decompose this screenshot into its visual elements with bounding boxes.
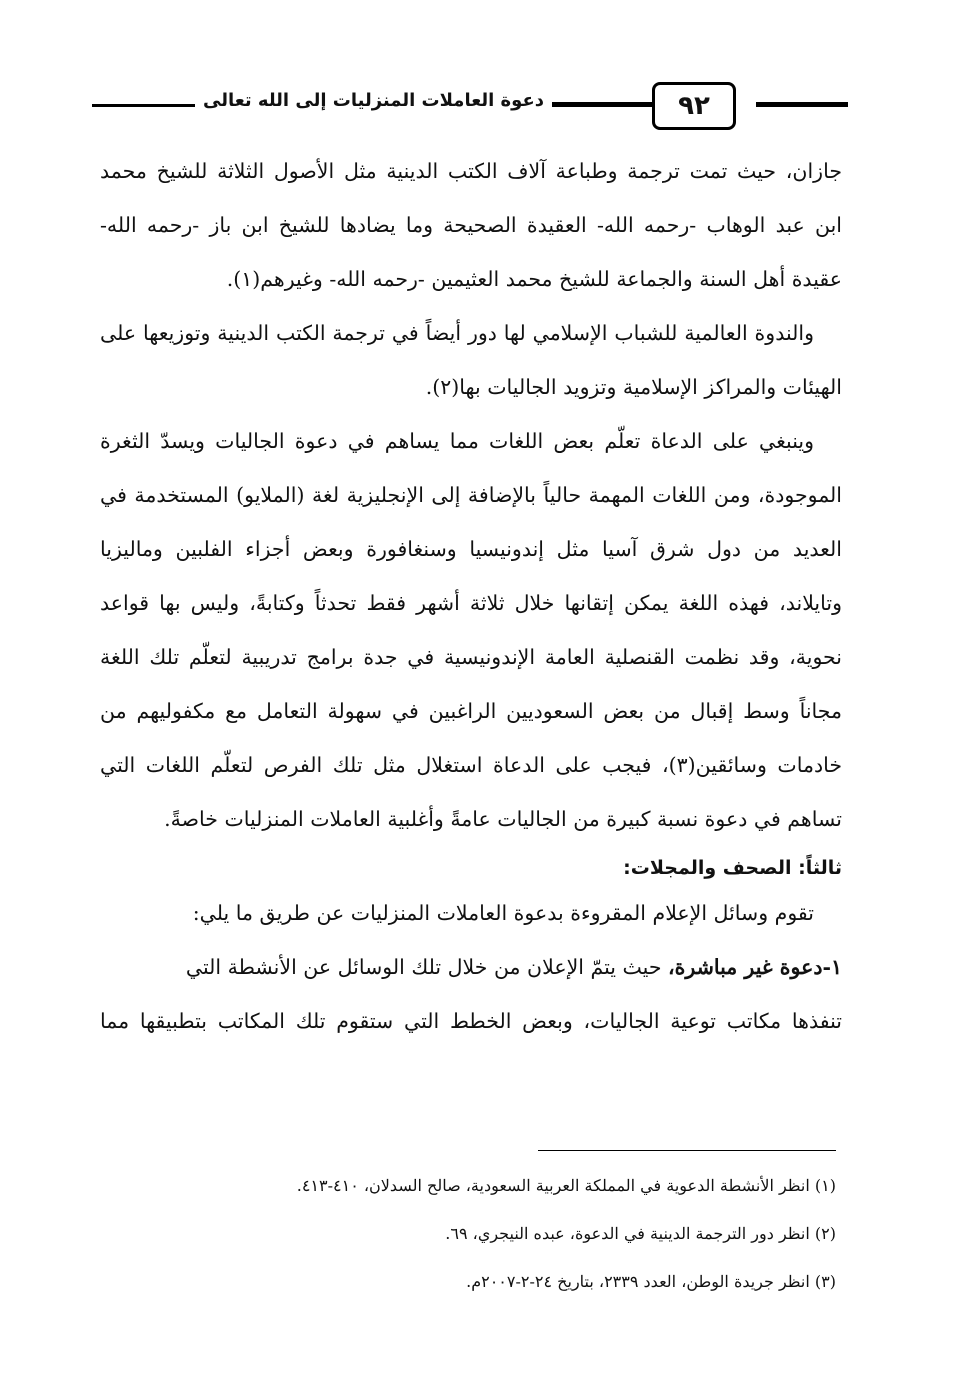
text-line: العديد من دول شرق آسيا مثل إندونيسيا وسنغافورة وبعض أجزاء الفلبين وماليزيا xyxy=(100,537,842,561)
text-line: الموجودة، ومن اللغات المهمة حالياً بالإضافة إلى الإنجليزية لغة (الملايو) المستخدمة في xyxy=(100,483,842,507)
text-line: نحوية، وقد نظمت القنصلية العامة الإندونيسية في جدة برامج تدريبية لتعلّم تلك اللغة xyxy=(100,645,842,669)
text-line: والندوة العالمية للشباب الإسلامي لها دور أيضاً في ترجمة الكتب الدينية وتوزيعها على xyxy=(100,321,814,345)
footnote-divider xyxy=(538,1150,836,1151)
text-line: خادمات وسائقين(٣)، فيجب على الدعاة استغلال مثل تلك الفرص لتعلّم اللغات التي xyxy=(100,753,842,777)
list-item-1 xyxy=(100,944,842,998)
footnotes xyxy=(100,1166,836,1310)
text-line: جازان، حيث تمت ترجمة وطباعة آلاف الكتب الدينية مثل الأصول الثلاثة للشيخ محمد xyxy=(100,159,842,183)
list-item-lead: ١-دعوة غير مباشرة، xyxy=(668,955,842,979)
footnote: (٢) انظر دور الترجمة الدينية في الدعوة، عبده النيجري، ٦٩. xyxy=(445,1224,836,1243)
header-rule-right xyxy=(756,102,848,107)
text-line: ابن عبد الوهاب -رحمه الله- العقيدة الصحيحة وما يضادها للشيخ ابن باز -رحمه الله- xyxy=(100,213,842,237)
text-line: عقيدة أهل السنة والجماعة للشيخ محمد العثيمين -رحمه الله- وغيرهم(١). xyxy=(226,267,842,291)
page-number: ٩٢ xyxy=(652,82,736,130)
text-line: تقوم وسائل الإعلام المقروءة بدعوة العاملات المنزليات عن طريق ما يلي: xyxy=(192,901,814,925)
text-line: وينبغي على الدعاة تعلّم بعض اللغات مما يساهم في دعوة الجاليات ويسدّ الثغرة xyxy=(100,429,814,453)
text-line: تنفذها مكاتب توعية الجاليات، وبعض الخطط التي ستقوم تلك المكاتب بتطبيقها مما xyxy=(100,1009,842,1033)
running-title: دعوة العاملات المنزليات إلى الله تعالى xyxy=(195,90,552,111)
text-line: مجاناً وسط إقبال من بعض السعوديين الراغبين في سهولة التعامل مع مكفوليهم من xyxy=(100,699,842,723)
text-line: وتايلاند، فهذه اللغة يمكن إتقانها خلال ثلاثة أشهر فقط تحدثاً وكتابةً، وليس بها قواعد xyxy=(100,591,842,615)
text-line: الهيئات والمراكز الإسلامية وتزويد الجاليات بها(٢). xyxy=(425,375,842,399)
list-item-text: حيث يتمّ الإعلان من خلال تلك الوسائل عن الأنشطة التي xyxy=(185,955,669,979)
text-line: تساهم في دعوة نسبة كبيرة من الجاليات عامةً وأغلبية العاملات المنزليات خاصةً. xyxy=(164,807,842,831)
main-text xyxy=(100,148,842,1052)
footnote: (١) انظر الأنشطة الدعوية في المملكة العربية السعودية، صالح السدلان، ٤١٠-٤١٣. xyxy=(296,1176,836,1195)
page-header xyxy=(92,80,848,134)
section-heading: ثالثاً: الصحف والمجلات: xyxy=(623,857,842,879)
footnote: (٣) انظر جريدة الوطن، العدد ٢٣٣٩، بتاريخ ٢٤-٢-٢٠٠٧م. xyxy=(466,1272,836,1291)
